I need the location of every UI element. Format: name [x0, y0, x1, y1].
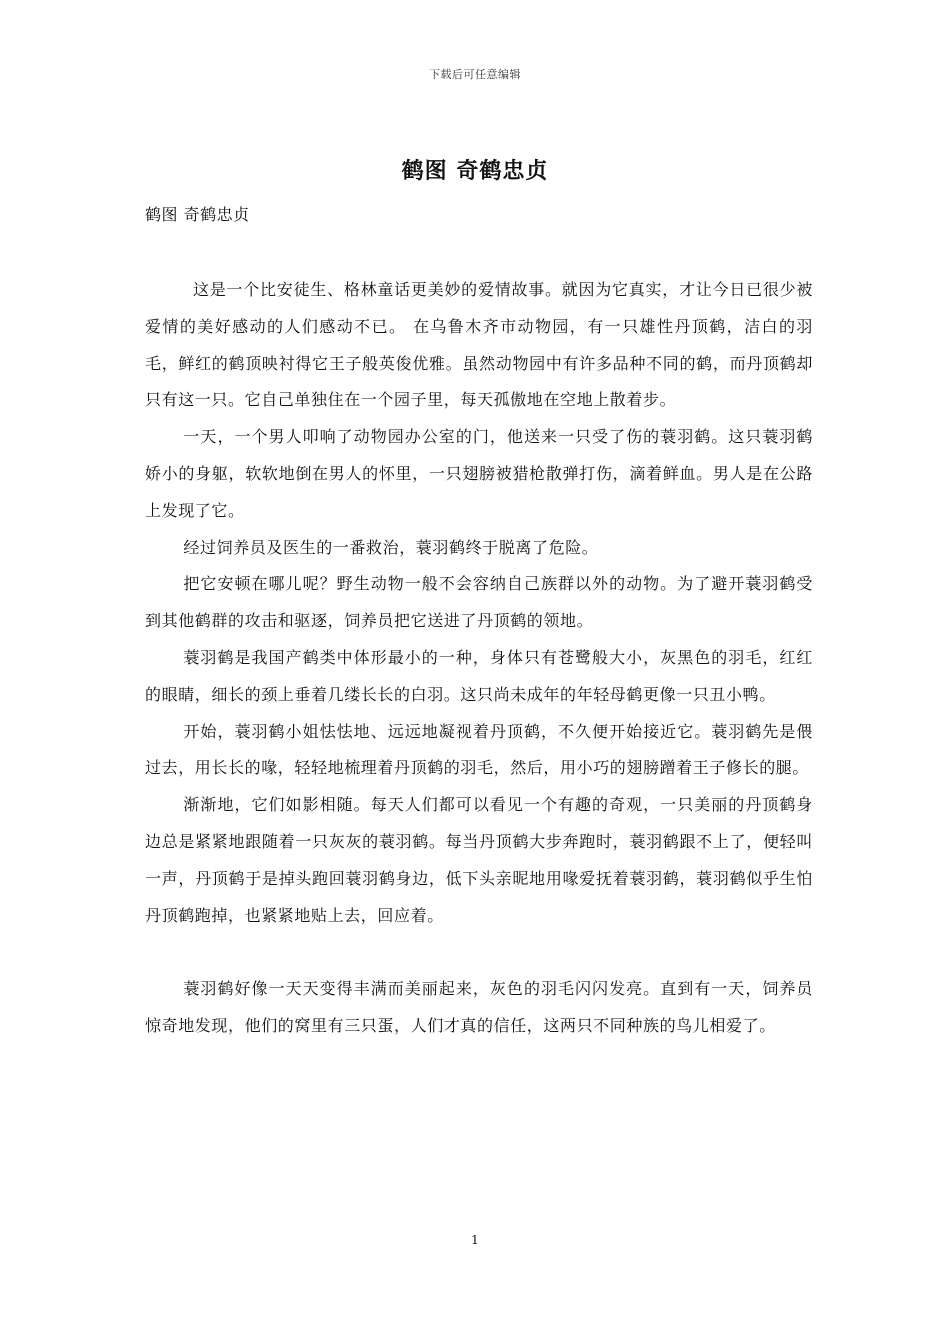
paragraph: 蓑羽鹤好像一天天变得丰满而美丽起来，灰色的羽毛闪闪发亮。直到有一天，饲养员惊奇地发现，他们的窝里有三只蛋，人们才真的信任，这两只不同种族的鸟儿相爱了。 — [145, 979, 813, 1035]
document-body — [145, 272, 813, 1045]
paragraph: 经过饲养员及医生的一番救治，蓑羽鹤终于脱离了危险。 — [183, 537, 599, 557]
paragraph: 开始，蓑羽鹤小姐怯怯地、远远地凝视着丹顶鹤，不久便开始接近它。蓑羽鹤先是偎过去，用长长的喙，轻轻地梳理着丹顶鹤的羽毛，然后，用小巧的翅膀蹭着王子修长的腿。 — [145, 721, 813, 778]
paragraph: 一天，一个男人叩响了动物园办公室的门，他送来一只受了伤的蓑羽鹤。这只蓑羽鹤娇小的身躯，软软地倒在男人的怀里，一只翅膀被猎枪散弹打伤，滴着鲜血。男人是在公路上发现了它。 — [145, 427, 813, 520]
paragraph: 蓑羽鹤是我国产鹤类中体形最小的一种，身体只有苍鹭般大小，灰黑色的羽毛，红红的眼睛，细长的颈上垂着几缕长长的白羽。这只尚未成年的年轻母鹤更像一只丑小鸭。 — [145, 647, 813, 704]
paragraph: 把它安顿在哪儿呢？野生动物一般不会容纳自己族群以外的动物。为了避开蓑羽鹤受到其他鹤群的攻击和驱逐，饲养员把它送进了丹顶鹤的领地。 — [145, 574, 813, 631]
paragraph: 渐渐地，它们如影相随。每天人们都可以看见一个有趣的奇观，一只美丽的丹顶鹤身边总是紧紧地跟随着一只灰灰的蓑羽鹤。每当丹顶鹤大步奔跑时，蓑羽鹤跟不上了，便轻叫一声，丹顶鹤于是掉头跑回蓑羽鹤身边，低下头亲昵地用喙爱抚着蓑羽鹤，蓑羽鹤似乎生怕丹顶鹤跑掉，也紧紧地贴上去，回应着。 — [145, 795, 813, 925]
page-header-note: 下载后可任意编辑 — [429, 68, 521, 81]
document-title: 鹤图 奇鹤忠贞 — [401, 158, 549, 184]
paragraph: 这是一个比安徒生、格林童话更美妙的爱情故事。就因为它真实，才让今日已很少被爱情的美好感动的人们感动不已。 在乌鲁木齐市动物园，有一只雄性丹顶鹤，洁白的羽毛，鲜红的鹤顶映衬得它王子般英俊优雅。虽然动物园中有许多品种不同的鹤，而丹顶鹤却只有这一只。它自己单独住在一个园子里，每天孤傲地在空地上散着步。 — [145, 280, 813, 410]
document-subtitle: 鹤图 奇鹤忠贞 — [145, 205, 250, 224]
page-number: 1 — [471, 1233, 479, 1247]
